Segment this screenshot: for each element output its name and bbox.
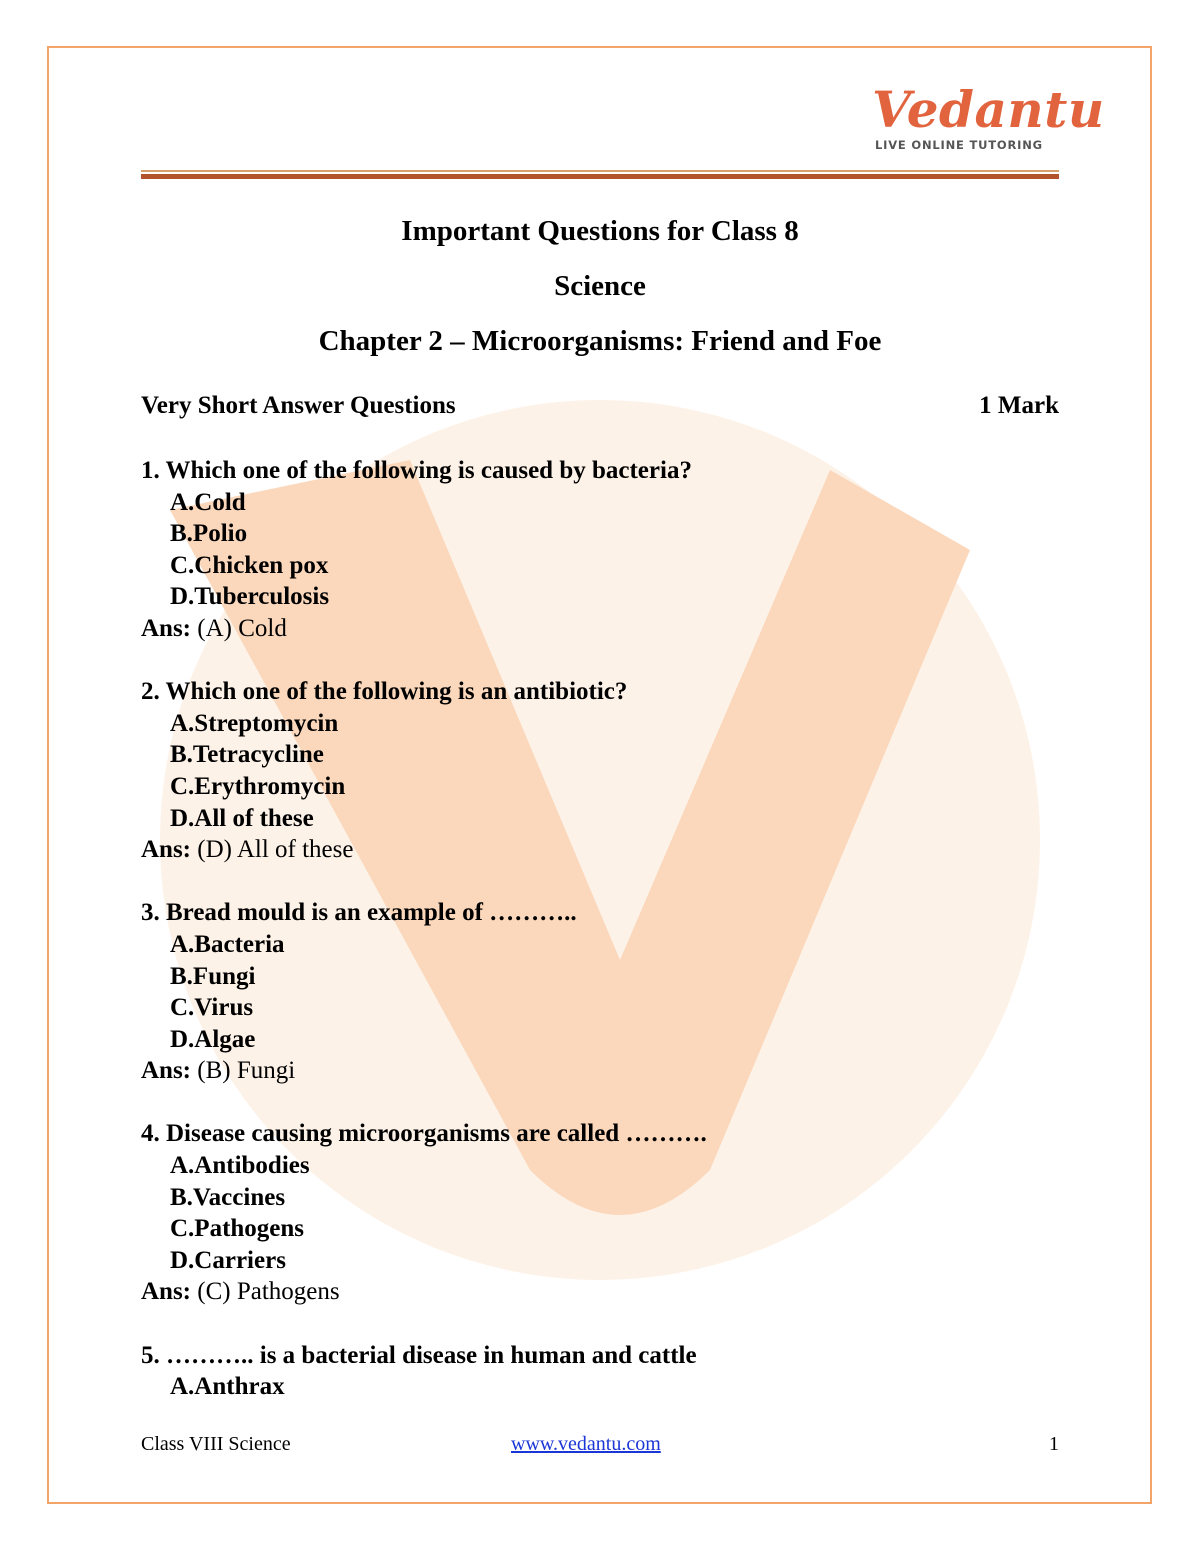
- answer-label: Ans:: [141, 1057, 192, 1085]
- answer-label: Ans:: [141, 1278, 192, 1306]
- option: C.Virus: [170, 994, 254, 1022]
- option: B.Tetracycline: [170, 741, 324, 769]
- answer: [141, 613, 1059, 645]
- option: C.Pathogens: [170, 1215, 305, 1243]
- chapter-title: Chapter 2 – Microorganisms: Friend and Foe: [318, 325, 882, 357]
- option: A.Antibodies: [170, 1152, 310, 1180]
- option: B.Vaccines: [170, 1183, 286, 1211]
- answer-text: (B) Fungi: [191, 1057, 296, 1085]
- section-heading: [141, 392, 1059, 420]
- option: D.Carriers: [170, 1246, 286, 1274]
- option: B.Polio: [170, 520, 248, 548]
- answer-label: Ans:: [141, 836, 192, 864]
- option: A.Streptomycin: [170, 709, 339, 737]
- answer: [141, 1055, 1059, 1087]
- option: D.Algae: [170, 1025, 256, 1053]
- question-text: 4. Disease causing microorganisms are called ……….: [141, 1120, 707, 1148]
- page-number: 1: [1049, 1433, 1059, 1455]
- header-rule-thin: [141, 170, 1059, 172]
- question-text: 1. Which one of the following is caused by bacteria?: [141, 457, 692, 484]
- logo-tagline: LIVE ONLINE TUTORING: [875, 138, 1043, 152]
- footer-website-link[interactable]: www.vedantu.com: [511, 1433, 661, 1455]
- answer: [141, 834, 1059, 866]
- answer-text: (C) Pathogens: [191, 1278, 340, 1306]
- option: D.All of these: [170, 804, 314, 832]
- answer: [141, 1276, 1059, 1308]
- section-heading-label: Very Short Answer Questions: [141, 392, 456, 419]
- option: A.Cold: [170, 488, 246, 516]
- logo-wordmark: Vedantu: [872, 80, 1105, 139]
- header-rule-thick: [141, 174, 1059, 179]
- answer-text: (A) Cold: [191, 614, 287, 642]
- question-text: 2. Which one of the following is an antibiotic?: [141, 678, 628, 706]
- vedantu-logo: [862, 80, 1105, 156]
- footer-class-label: Class VIII Science: [141, 1433, 291, 1455]
- option: C.Erythromycin: [170, 772, 346, 800]
- option: A.Bacteria: [170, 930, 285, 958]
- question-text: 5. ……….. is a bacterial disease in human and cattle: [141, 1341, 697, 1369]
- document-title: Important Questions for Class 8: [401, 215, 799, 247]
- question-text: 3. Bread mould is an example of ………..: [141, 899, 577, 927]
- option: D.Tuberculosis: [170, 583, 330, 611]
- section-marks: 1 Mark: [979, 392, 1059, 419]
- question-list: [141, 455, 1059, 1403]
- option: C.Chicken pox: [170, 551, 329, 579]
- answer-label: Ans:: [141, 614, 192, 642]
- option: B.Fungi: [170, 962, 256, 990]
- answer-text: (D) All of these: [191, 836, 354, 864]
- option: A.Anthrax: [170, 1373, 285, 1401]
- subject-title: Science: [554, 270, 646, 302]
